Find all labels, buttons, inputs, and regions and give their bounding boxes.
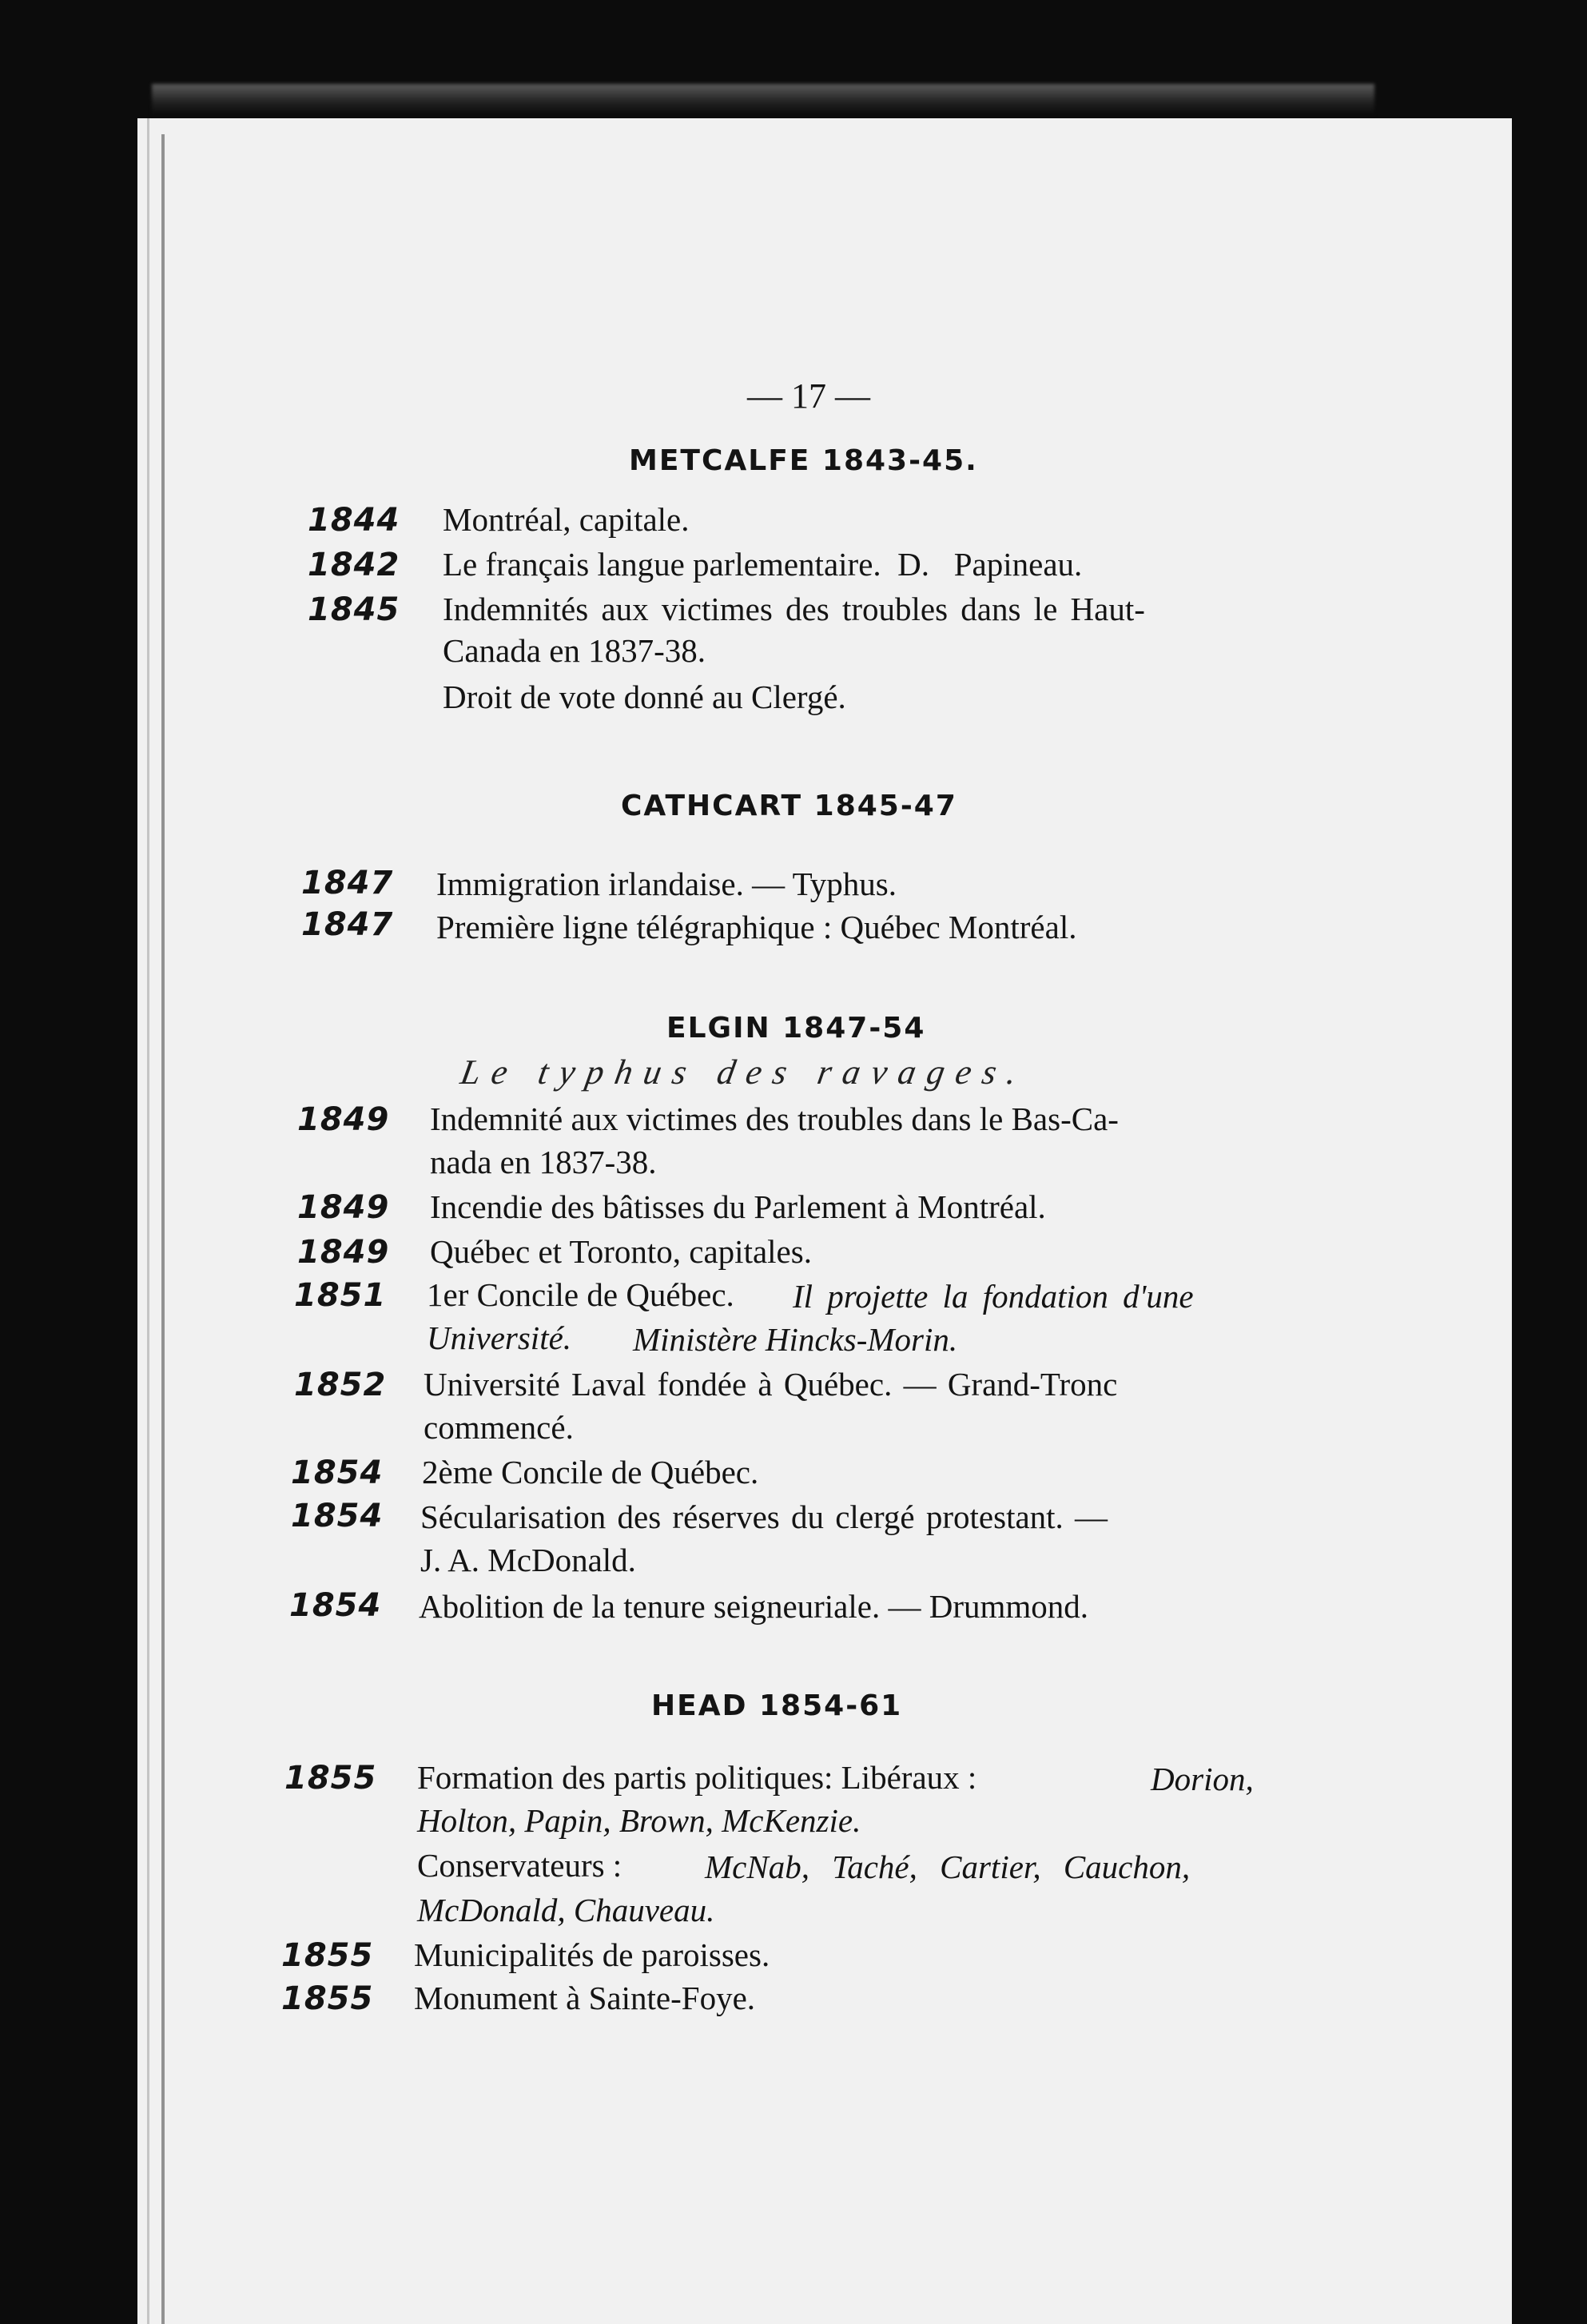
entry-text: Le français langue parlementaire. D. Papineau. xyxy=(443,546,1083,583)
entry-text: Droit de vote donné au Clergé. xyxy=(443,678,846,715)
entry-year: 1849 xyxy=(297,1234,390,1271)
entry-text: Conservateurs : xyxy=(417,1847,622,1884)
entry-text: Indemnité aux victimes des troubles dans le Bas-Ca- xyxy=(430,1100,1119,1137)
entry-text-italic: Dorion, xyxy=(1151,1761,1254,1797)
entry-year: 1847 xyxy=(301,906,394,943)
entry-year: 1854 xyxy=(291,1498,384,1534)
entry-text: Québec et Toronto, capitales. xyxy=(430,1233,812,1270)
entry-year: 1849 xyxy=(297,1189,390,1226)
entry-text: J. A. McDonald. xyxy=(420,1542,636,1578)
scan-top-edge xyxy=(152,84,1374,114)
entry-year: 1854 xyxy=(291,1454,384,1491)
entry-text: Abolition de la tenure seigneuriale. — Drummond. xyxy=(419,1588,1089,1625)
entry-year: 1842 xyxy=(308,547,400,583)
entry-year: 1855 xyxy=(284,1760,377,1797)
entry-text-italic: McDonald, Chauveau. xyxy=(417,1892,715,1928)
entry-year: 1847 xyxy=(301,865,394,901)
section-heading-metcalfe: METCALFE 1843-45. xyxy=(629,444,978,477)
entry-text: Université Laval fondée à Québec. — Grand-Tronc xyxy=(424,1366,1118,1403)
handwritten-annotation: Le typhus des ravages. xyxy=(457,1053,1032,1092)
entry-year: 1854 xyxy=(289,1587,382,1624)
entry-text: Monument à Sainte-Foye. xyxy=(414,1980,756,2016)
page-number: — 17 — xyxy=(747,376,870,416)
entry-text: Formation des partis politiques: Libéraux : xyxy=(417,1759,977,1796)
entry-year: 1851 xyxy=(294,1277,387,1314)
entry-text: Municipalités de paroisses. xyxy=(414,1936,770,1973)
section-heading-head: HEAD 1854-61 xyxy=(651,1689,903,1722)
entry-year: 1855 xyxy=(281,1980,374,2017)
entry-text: nada en 1837-38. xyxy=(430,1144,657,1180)
section-heading-cathcart: CATHCART 1845-47 xyxy=(621,790,957,822)
entry-text: 2ème Concile de Québec. xyxy=(422,1454,759,1490)
entry-text-italic: Université. xyxy=(427,1319,572,1356)
scan-right-edge xyxy=(1512,118,1587,2321)
entry-year: 1855 xyxy=(281,1937,374,1974)
entry-text: Incendie des bâtisses du Parlement à Montréal. xyxy=(430,1188,1046,1225)
entry-text: Canada en 1837-38. xyxy=(443,632,706,669)
entry-text: Montréal, capitale. xyxy=(443,501,690,538)
entry-text-italic: Ministère Hincks-Morin. xyxy=(633,1321,958,1358)
section-heading-elgin: ELGIN 1847-54 xyxy=(666,1012,926,1045)
entry-text: 1er Concile de Québec. xyxy=(427,1276,734,1313)
entry-text: Première ligne télégraphique : Québec Montréal. xyxy=(436,909,1077,945)
entry-text: Sécularisation des réserves du clergé protestant. — xyxy=(420,1498,1108,1535)
entry-text-italic: McNab, Taché, Cartier, Cauchon, xyxy=(705,1848,1191,1885)
entry-year: 1844 xyxy=(308,502,400,539)
entry-text: Immigration irlandaise. — Typhus. xyxy=(436,866,897,902)
entry-text: commencé. xyxy=(424,1409,574,1446)
entry-year: 1849 xyxy=(297,1101,390,1138)
book-page xyxy=(137,118,1512,2324)
entry-text: Indemnités aux victimes des troubles dans le Haut- xyxy=(443,591,1145,627)
entry-year: 1845 xyxy=(308,591,400,628)
entry-text-italic: Holton, Papin, Brown, McKenzie. xyxy=(417,1802,861,1839)
entry-year: 1852 xyxy=(294,1367,387,1403)
entry-text-italic: Il projette la fondation d'une xyxy=(793,1278,1194,1315)
